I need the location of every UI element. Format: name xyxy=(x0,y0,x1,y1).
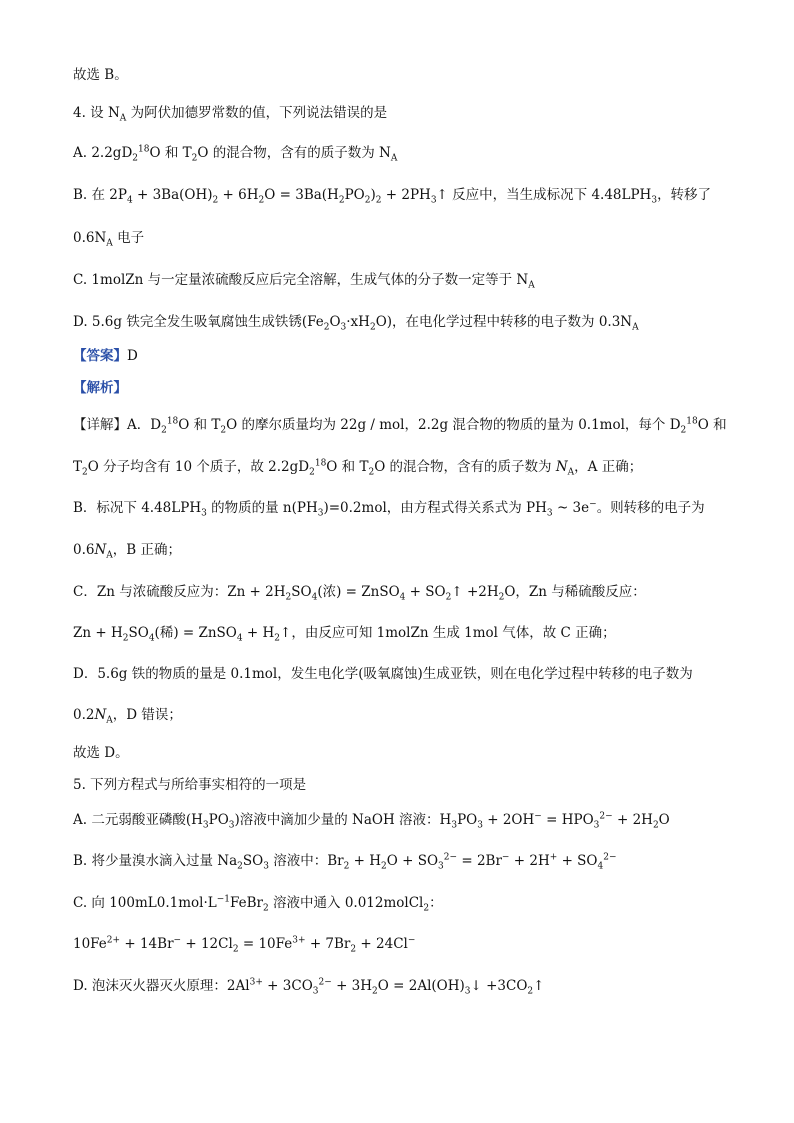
option-b: B. 在 $2P_4 + 3Ba(OH)_2 + 6H_2O = 3Ba(H_2PO_2)_2$ + $2PH_3↑$ 反应中，当生成标况下 $4.48LPH_3$，转移了 xyxy=(73,187,712,206)
q5-option-a: A. 二元弱酸亚磷酸$(H_3PO_3)$溶液中滴加少量的 NaOH 溶液：$H_3PO_3 + 2OH^- = HPO_3^{2-} + 2H_2O$ xyxy=(73,811,670,831)
answer-line: 【答案】D xyxy=(73,348,138,364)
explanation-line: $T_2O$ 分子均含有 10 个质子，故 $2.2gD_2^{18}O$ 和 $T_2O$ 的混合物，含有的质子数为 $N_A$，A 正确； xyxy=(73,458,643,478)
question-5-stem: 5. 下列方程式与所给事实相符的一项是 xyxy=(73,777,307,793)
q5-option-d: D. 泡沫灭火器灭火原理：$2Al^{3+} + 3CO_3^{2-} + 3H_2O$ = $2Al(OH)_3↓$ $+3CO_2↑$ xyxy=(73,977,545,997)
analysis-heading: 【解析】 xyxy=(73,380,127,396)
option-b-cont: $0.6N_A$ 电子 xyxy=(73,230,145,249)
explanation-line: $0.6N_A$，B 正确； xyxy=(73,542,182,561)
explanation-line: $0.2N_A$，D 错误； xyxy=(73,707,182,726)
explanation-line: 【详解】A．$D_2^{18}O$ 和 $T_2O$ 的摩尔质量均为 22g / mol，2.2g 混合物的物质的量为 0.1mol，每个 $D_2^{18}O$ 和 xyxy=(73,416,727,436)
q5-option-b: B. 将少量溴水滴入过量 $Na_2SO_3$ 溶液中：$Br_2 + H_2O + SO_3^{2-} = 2Br^- + 2H^+ + SO_4^{2-}$ xyxy=(73,852,617,872)
option-a: A. $2.2gD_2^{18}O$ 和 $T_2O$ 的混合物，含有的质子数为 $N_A$ xyxy=(73,144,398,164)
option-c: C. 1molZn 与一定量浓硫酸反应后完全溶解，生成气体的分子数一定等于 $N_A$ xyxy=(73,272,535,291)
question-4-stem: 4. 设 $N_A$ 为阿伏加德罗常数的值，下列说法错误的是 xyxy=(73,105,388,124)
option-d: D. 5.6g 铁完全发生吸氧腐蚀生成铁锈$(Fe_2O_3\cdot xH_2O)$，在电化学过程中转移的电子数为 $0.3N_A$ xyxy=(73,314,639,333)
explanation-line: B．标况下 $4.48LPH_3$ 的物质的量 $n(PH_3)=0.2mol$，由方程式得关系式为 $PH_3$ ~ 3e−。则转移的电子为 xyxy=(73,499,705,519)
conclusion-line: 故选 D。 xyxy=(73,745,129,761)
explanation-line: $Zn + H_2SO_4$(稀) = ZnSO$_4$ + $H_2↑$，由反应可知 1molZn 生成 1mol 气体，故 C 正确； xyxy=(73,625,616,644)
q5-option-c-equation: $10Fe^{2+} + 14Br^- + 12Cl_2 = 10Fe^{3+} + 7Br_2 + 24Cl^-$ xyxy=(73,935,416,955)
explanation-line: D．5.6g 铁的物质的量是 0.1mol，发生电化学(吸氧腐蚀)生成亚铁，则在电化学过程中转移的电子数为 xyxy=(73,666,693,682)
explanation-line: C．Zn 与浓硫酸反应为：$Zn + 2H_2SO_4$(浓) = ZnSO$_4$ + $SO_2↑ +2H_2O$，Zn 与稀硫酸反应： xyxy=(73,584,646,603)
q5-option-c: C. 向 $100mL0.1mol\cdot L^{-1}FeBr_2$ 溶液中通入 0.012molCl$_2$： xyxy=(73,894,443,914)
text-line: 故选 B。 xyxy=(73,67,128,83)
